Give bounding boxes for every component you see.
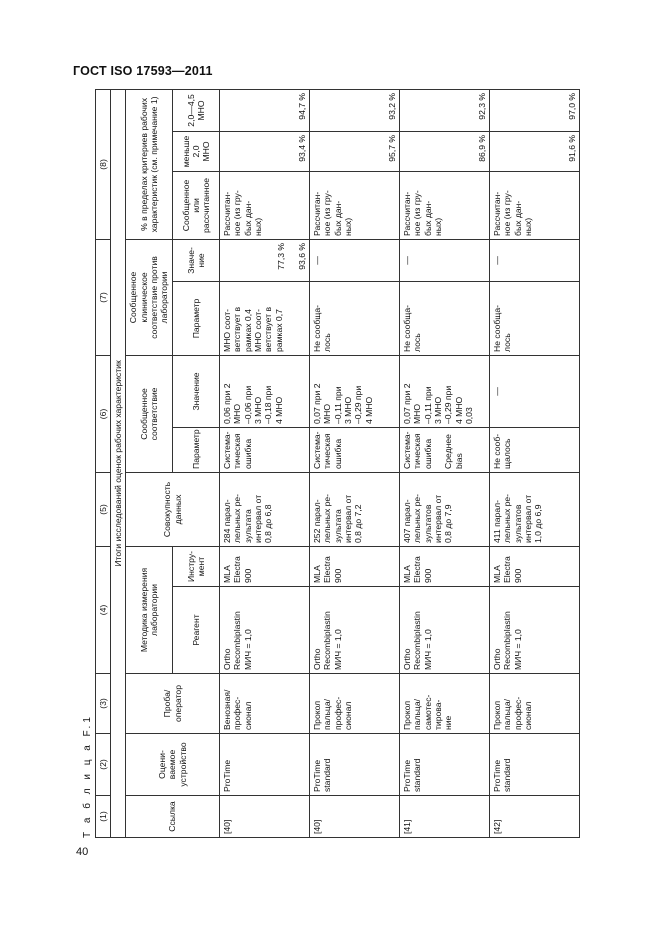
table-row [490,89,580,837]
col-num: (8) [96,89,111,239]
cell-instrument: MLA Electra 900 [310,546,400,586]
header-clinical-agreement: Сообщенное клиническое соответствие против лаборатории [126,239,173,355]
header-range-2-4-5: 2,0—4,5 МНО [173,89,220,131]
header-reported-or-calculated: Сообщенное или рассчитанное [173,171,220,239]
table-title: Итоги исследований оценок рабочих характеристик [111,89,126,837]
cell-data-set: 407 парал- лельных ре- зультатов интервал от 0,8 до 7,9 [400,472,490,546]
cell-less-than-2: 95,7 % [310,131,400,171]
cell-clinical-parameter: Не сообща- лось [490,281,580,355]
document-header: ГОСТ ISO 17593—2011 [73,64,213,78]
cell-ref: [41] [400,796,490,838]
cell-range-2-4-5: 94,7 % [220,89,310,131]
cell-sample: Прокол пальца/ профес- сионал [310,674,400,734]
header-value: Значение [173,355,220,427]
cell-value: — [490,355,580,427]
table-row [220,89,310,837]
cell-clinical-parameter: Не сообща- лось [400,281,490,355]
header-device: Оцени- ваемое устройство [126,734,220,796]
cell-sample: Прокол пальца/ профес- сионал [490,674,580,734]
cell-sample: Прокол пальца/ самотес- тирова- ние [400,674,490,734]
page-number: 40 [76,846,89,858]
cell-clinical-value: — [400,239,490,281]
col-num: (1) [96,796,111,838]
cell-reported: Рассчитан- ное (из гру- бых дан- ных) [310,171,400,239]
header-clinical-parameter: Параметр [173,281,220,355]
header-ref: Ссылка [126,796,220,838]
cell-reported: Рассчитан- ное (из гру- бых дан- ных) [490,171,580,239]
cell-instrument: MLA Electra 900 [220,546,310,586]
cell-data-set: 411 парал- лельных ре- зультатов интервал от 1,0 до 6,9 [490,472,580,546]
header-method: Методика измерения лаборатории [126,546,173,673]
cell-parameter: Система- тическая ошибка [310,427,400,472]
table-caption: Т а б л и ц а F.1 [82,714,93,838]
header-sample: Проба/ оператор [126,674,220,734]
cell-ref: [40] [220,796,310,838]
cell-reagent: Ortho Recombiplastin МИЧ = 1,0 [310,587,400,674]
header-instrument: Инстру- мент [173,546,220,586]
rotated-table-block [82,90,627,838]
cell-value: 0,06 при 2 МНО –0,06 при 3 МНО –0,18 при 4 МНО [220,355,310,427]
cell-clinical-value: 77,3 % 93,6 % [220,239,310,281]
performance-table [95,89,580,838]
cell-range-2-4-5: 97,0 % [490,89,580,131]
cell-range-2-4-5: 93,2 % [310,89,400,131]
col-num: (7) [96,239,111,355]
cell-sample: Венозная/ профес- сионал [220,674,310,734]
cell-parameter: Система- тическая ошибка Среднее bias [400,427,490,472]
cell-clinical-parameter: МНО соот- ветствует в рамках 0,4 МНО соот- ветствует в рамках 0,7 [220,281,310,355]
cell-reported: Рассчитан- ное (из гру- бых дан- ных) [400,171,490,239]
cell-reagent: Ortho Recombiplastin МИЧ = 1,0 [400,587,490,674]
col-num: (4) [96,546,111,673]
table-title-row [111,89,126,837]
cell-device: ProTime standard [400,734,490,796]
cell-clinical-parameter: Не сообща- лось [310,281,400,355]
table-row [400,89,490,837]
cell-device: ProTime standard [310,734,400,796]
header-reagent: Реагент [173,587,220,674]
table-row [310,89,400,837]
cell-ref: [42] [490,796,580,838]
cell-reagent: Ortho Recombiplastin МИЧ = 1,0 [220,587,310,674]
cell-value: 0,07 при 2 МНО –0,11 при 3 МНО –0,29 при 4 МНО [310,355,400,427]
cell-range-2-4-5: 92,3 % [400,89,490,131]
cell-reagent: Ortho Recombiplastin МИЧ = 1,0 [490,587,580,674]
cell-parameter: Система- тическая ошибка [220,427,310,472]
cell-instrument: MLA Electra 900 [490,546,580,586]
cell-value: 0,07 при 2 МНО –0,11 при 3 МНО –0,29 при 4 МНО 0,03 [400,355,490,427]
cell-less-than-2: 91,6 % [490,131,580,171]
col-num: (6) [96,355,111,472]
cell-less-than-2: 93,4 % [220,131,310,171]
header-row-1 [126,89,173,837]
cell-parameter: Не сооб- щалось [490,427,580,472]
cell-data-set: 284 парал- лельных ре- зультата интервал от 0,8 до 6,8 [220,472,310,546]
cell-clinical-value: — [490,239,580,281]
cell-clinical-value: — [310,239,400,281]
header-parameter: Параметр [173,427,220,472]
cell-reported: Рассчитан- ное (из гру- бых дан- ных) [220,171,310,239]
cell-less-than-2: 86,9 % [400,131,490,171]
col-num: (2) [96,734,111,796]
cell-device: ProTime standard [490,734,580,796]
header-percent-within: % в пределах критериев рабочих характеристик (см. примечание 1) [126,89,173,239]
col-num: (5) [96,472,111,546]
header-reported-agreement: Сообщенное соответствие [126,355,173,472]
col-num: (3) [96,674,111,734]
cell-data-set: 252 парал- лельных ре- зультата интервал от 0,8 до 7,2 [310,472,400,546]
cell-instrument: MLA Electra 900 [400,546,490,586]
cell-ref: [40] [310,796,400,838]
header-clinical-value: Значе- ние [173,239,220,281]
cell-device: ProTime [220,734,310,796]
header-data-set: Совокупность данных [126,472,220,546]
header-less-than-2: меньше 2,0 МНО [173,131,220,171]
column-number-row [96,89,111,837]
